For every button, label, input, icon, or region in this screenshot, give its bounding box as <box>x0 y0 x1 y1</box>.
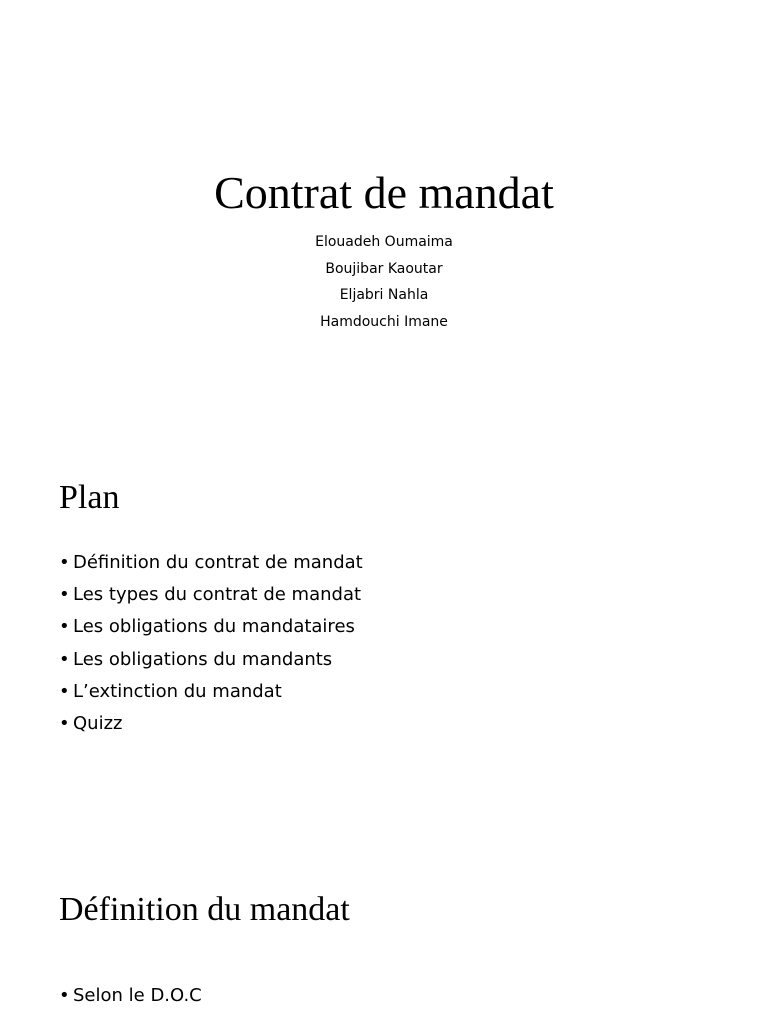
bullet-icon: • <box>59 648 70 670</box>
list-item <box>59 579 363 611</box>
definition-list <box>59 980 202 1012</box>
author-name: Elouadeh Oumaima <box>315 234 453 250</box>
author-name: Eljabri Nahla <box>339 287 429 303</box>
list-item-label: Selon le D.O.C <box>73 985 202 1006</box>
bullet-icon: • <box>59 584 70 606</box>
list-item <box>59 611 363 643</box>
bullet-icon: • <box>59 712 70 734</box>
list-item-label: Les obligations du mandataires <box>73 616 355 638</box>
list-item <box>59 708 363 740</box>
plan-heading: Plan <box>59 479 120 516</box>
presentation-title: Contrat de mandat <box>214 167 554 218</box>
author-name: Hamdouchi Imane <box>320 313 448 330</box>
author-list <box>0 229 768 335</box>
plan-list <box>59 547 363 740</box>
list-item-label: Les obligations du mandants <box>73 648 333 670</box>
list-item-label: Les types du contrat de mandat <box>73 584 362 606</box>
definition-heading: Définition du mandat <box>59 891 350 928</box>
list-item <box>59 547 363 579</box>
list-item <box>59 676 363 708</box>
bullet-icon: • <box>59 552 70 573</box>
list-item-label: Définition du contrat de mandat <box>73 552 363 573</box>
bullet-icon: • <box>59 616 70 638</box>
list-item-label: Quizz <box>73 712 123 734</box>
bullet-icon: • <box>59 985 70 1006</box>
list-item <box>59 980 202 1012</box>
list-item-label: L’extinction du mandat <box>73 680 282 702</box>
author-name: Boujibar Kaoutar <box>325 260 443 277</box>
list-item <box>59 644 363 676</box>
bullet-icon: • <box>59 680 70 702</box>
